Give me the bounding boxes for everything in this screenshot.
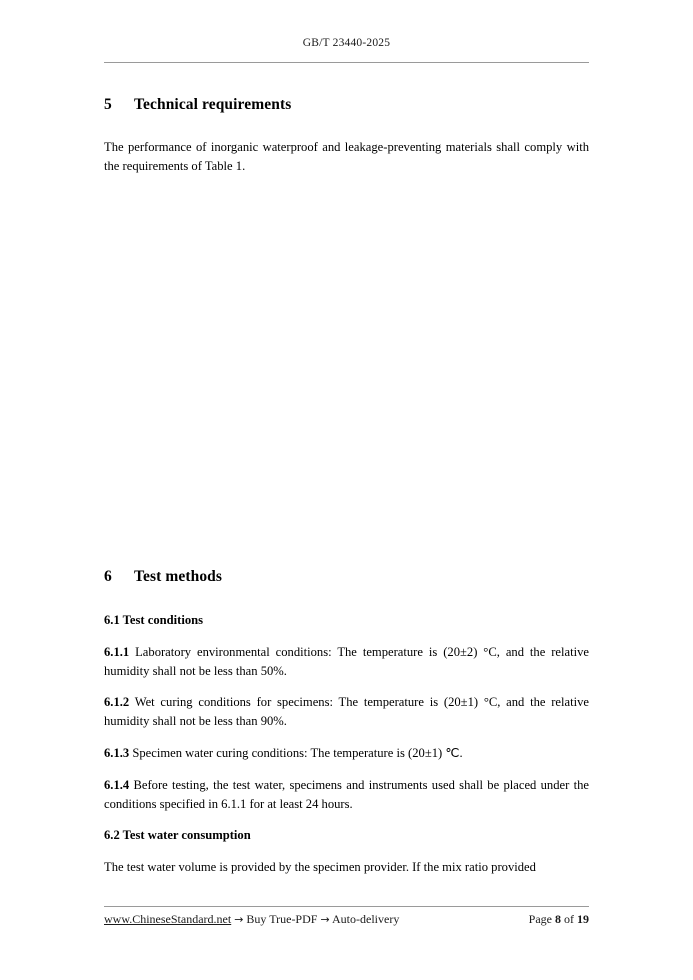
clause-5-paragraph: The performance of inorganic waterproof and leakage-preventing materials shall comply with the requirements of Table 1. — [104, 140, 589, 173]
page-number: 8 — [555, 912, 561, 926]
footer-divider — [104, 906, 589, 907]
subclause-6-1-3-paragraph — [104, 744, 589, 763]
subclause-6-1-1-paragraph — [104, 643, 589, 681]
subclause-6-2-heading: 6.2 Test water consumption — [104, 828, 251, 842]
subclause-6-1-2-paragraph — [104, 693, 589, 731]
subclause-6-2-paragraph: The test water volume is provided by the specimen provider. If the mix ratio provided — [104, 860, 536, 874]
clause-6-heading — [104, 568, 589, 586]
subclause-6-1-heading: 6.1 Test conditions — [104, 613, 204, 627]
subclause-6-1-4-text: Before testing, the test water, specimens and instruments used shall be placed under the conditions specified in 6.1.1 for at least 24 hours. — [104, 778, 589, 811]
subclause-6-1-4-number: 6.1.4 — [104, 778, 130, 792]
clause-5-title: Technical requirements — [134, 96, 292, 113]
subclause-6-1-2-number: 6.1.2 — [104, 695, 130, 709]
subclause-6-1-2-text: Wet curing conditions for specimens: The temperature is (20±1) °C, and the relative humidity shall not be less than 90%. — [104, 695, 589, 728]
website-link[interactable]: www.ChineseStandard.net — [104, 912, 232, 926]
clause-5-heading — [104, 96, 589, 114]
clause-6-title: Test methods — [134, 568, 223, 585]
subclause-6-1-1-number: 6.1.1 — [104, 645, 130, 659]
arrow-right-icon-2: → — [320, 913, 330, 926]
of-label: of — [564, 912, 574, 926]
subclause-6-1-4-paragraph — [104, 776, 589, 814]
subclause-6-1-1-text: Laboratory environmental conditions: The temperature is (20±2) °C, and the relative humidity shall not be less than 50%. — [104, 645, 589, 678]
page-header: GB/T 23440-2025 — [302, 37, 391, 49]
subclause-6-1-3-number: 6.1.3 — [104, 746, 130, 760]
subclause-6-1-3-text: Specimen water curing conditions: The temperature is (20±1) ℃. — [129, 746, 463, 760]
header-divider — [104, 62, 589, 63]
page-label: Page — [528, 912, 552, 926]
footer-promo[interactable] — [104, 912, 399, 927]
arrow-right-icon: → — [234, 913, 244, 926]
delivery-label: Auto-delivery — [332, 912, 400, 926]
page-indicator — [529, 912, 589, 927]
page-total: 19 — [577, 912, 589, 926]
clause-5-number: 5 — [104, 96, 112, 113]
clause-6-number: 6 — [104, 568, 112, 585]
buy-label[interactable]: Buy True-PDF — [246, 912, 318, 926]
page-content — [104, 0, 589, 980]
